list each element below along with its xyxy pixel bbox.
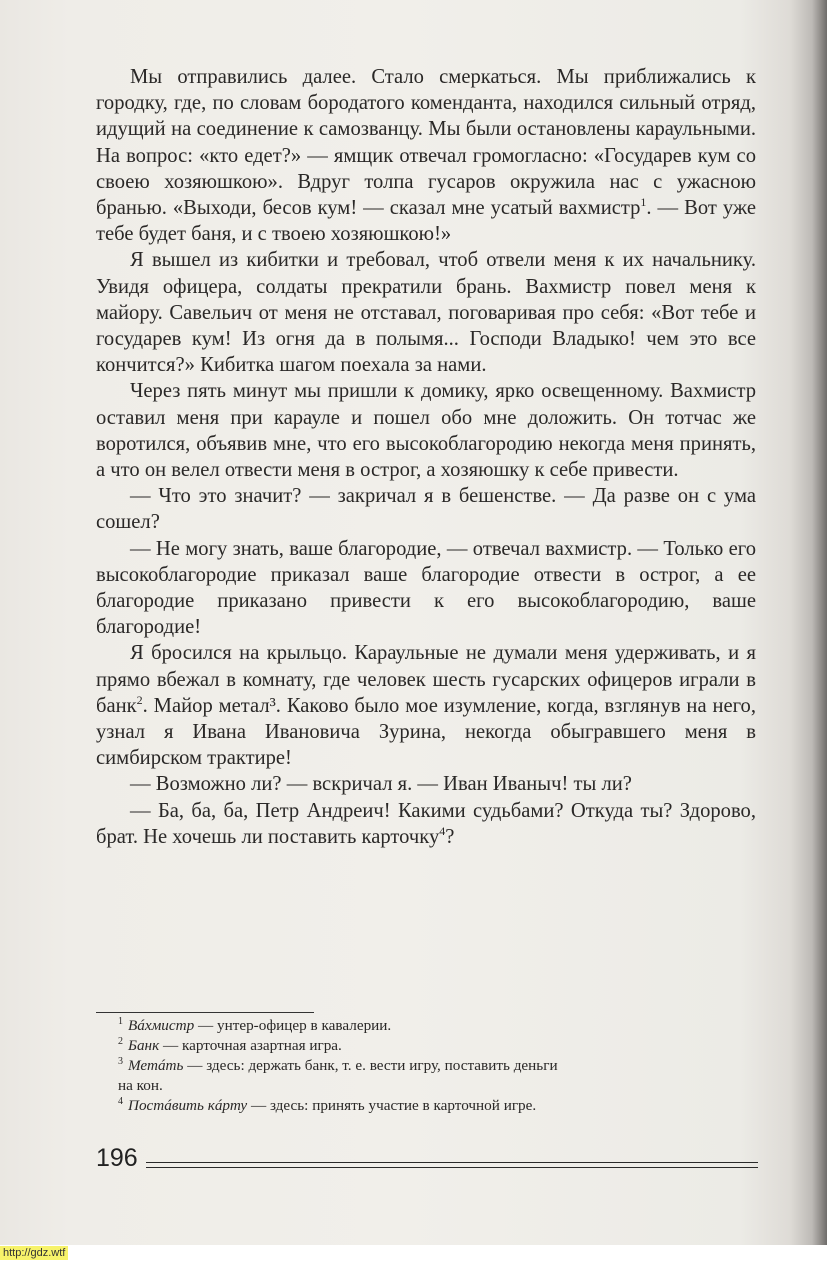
footnote-term: Метáть [128, 1057, 184, 1074]
footnote-number: 1 [118, 1015, 123, 1027]
footnote-text: — унтер-офицер в кавалерии. [194, 1017, 392, 1034]
paragraph [96, 483, 756, 535]
paragraph-text: — Не могу знать, ваше благородие, — отвечал вахмистр. — Только его высокоблагородие приказал ваше благородие отвести в острог, а ее благородие приказано привести к его высокоблагородию, ваше благородие! [96, 537, 756, 639]
paragraph [96, 798, 756, 850]
footnotes [96, 1016, 756, 1116]
paragraph-text: Мы отправились далее. Стало смеркаться. Мы приближались к городку, где, по словам бородатого коменданта, находился сильный отряд, идущий на соединение к самозванцу. Мы были остановлены караульными. На вопрос: «кто едет?» — ямщик отвечал громогласно: «Государев кум со своею хозяюшкою». Вдруг толпа гусаров окружила нас с ужасною бранью. «Выходи, бесов кум! — сказал мне усатый вахмистр [96, 66, 756, 220]
footnote-continuation [96, 1076, 756, 1096]
footnote-number: 4 [118, 1095, 123, 1107]
footnote [96, 1096, 756, 1116]
footnote-ref: 1 [640, 195, 647, 210]
footnote [96, 1056, 756, 1076]
paragraph [96, 378, 756, 483]
footnote-term: Банк [128, 1037, 160, 1054]
paragraph-text-cont: . Майор метал³. Каково было мое изумление, когда, взглянув на него, узнал я Ивана Ивановича Зурина, некогда обыгравшего меня в симбирском трактире! [96, 694, 756, 770]
paragraph-text-cont: . — Вот уже тебе будет баня, и с твоею хозяюшкою!» [96, 197, 756, 246]
watermark-link[interactable]: http://gdz.wtf [0, 1246, 68, 1260]
footnote-ref: 4 [439, 824, 446, 839]
paragraph-text: — Возможно ли? — вскричал я. — Иван Иваныч! ты ли? [130, 773, 632, 796]
footnote-number: 2 [118, 1035, 123, 1047]
page-number: 196 [96, 1144, 138, 1172]
footnote [96, 1036, 756, 1056]
footnote-text: на кон. [118, 1077, 163, 1094]
footnote-number: 3 [118, 1055, 123, 1067]
paragraph-text: — Ба, ба, ба, Петр Андреич! Какими судьбами? Откуда ты? Здорово, брат. Не хочешь ли поставить карточку [96, 799, 756, 848]
paragraph [96, 64, 756, 247]
paragraph [96, 536, 756, 641]
footnote-term: Вáхмистр [128, 1017, 195, 1034]
footnote-text: — карточная азартная игра. [159, 1037, 342, 1054]
page-number-rule [146, 1162, 758, 1168]
footnote [96, 1016, 756, 1036]
footnote-text: — здесь: держать банк, т. е. вести игру, поставить деньги [183, 1057, 558, 1074]
footnote-ref: 2 [136, 693, 143, 708]
footnote-text: — здесь: принять участие в карточной игре. [247, 1097, 537, 1114]
paragraph-text: — Что это значит? — закричал я в бешенстве. — Да разве он с ума сошел? [96, 485, 756, 534]
paragraph [96, 771, 756, 797]
footnote-term: Постáвить кáрту [128, 1097, 248, 1114]
paragraph-text-cont: ? [445, 825, 455, 848]
footnote-divider [96, 1012, 314, 1013]
paragraph-text: Я вышел из кибитки и требовал, чтоб отвели меня к их начальнику. Увидя офицера, солдаты прекратили брань. Вахмистр повел меня к майору. Савельич от меня не отставал, поговаривая про себя: «Вот тебе и государев кум! Из огня да в полымя... Господи Владыко! чем это все кончится?» Кибитка шагом поехала за нами. [96, 249, 756, 377]
paragraph-text: Я бросился на крыльцо. Караульные не думали меня удерживать, и я прямо вбежал в комнату, где человек шесть гусарских офицеров играли в банк [96, 642, 756, 717]
paragraph [96, 247, 756, 378]
paragraph-text: Через пять минут мы пришли к домику, ярко освещенному. Вахмистр оставил меня при карауле и пошел обо мне доложить. Он тотчас же воротился, объявив мне, что его высокоблагородию некогда меня принять, а что он велел отвести меня в острог, а хозяюшку к себе привести. [96, 380, 756, 482]
paragraph [96, 640, 756, 771]
main-text [96, 64, 756, 850]
